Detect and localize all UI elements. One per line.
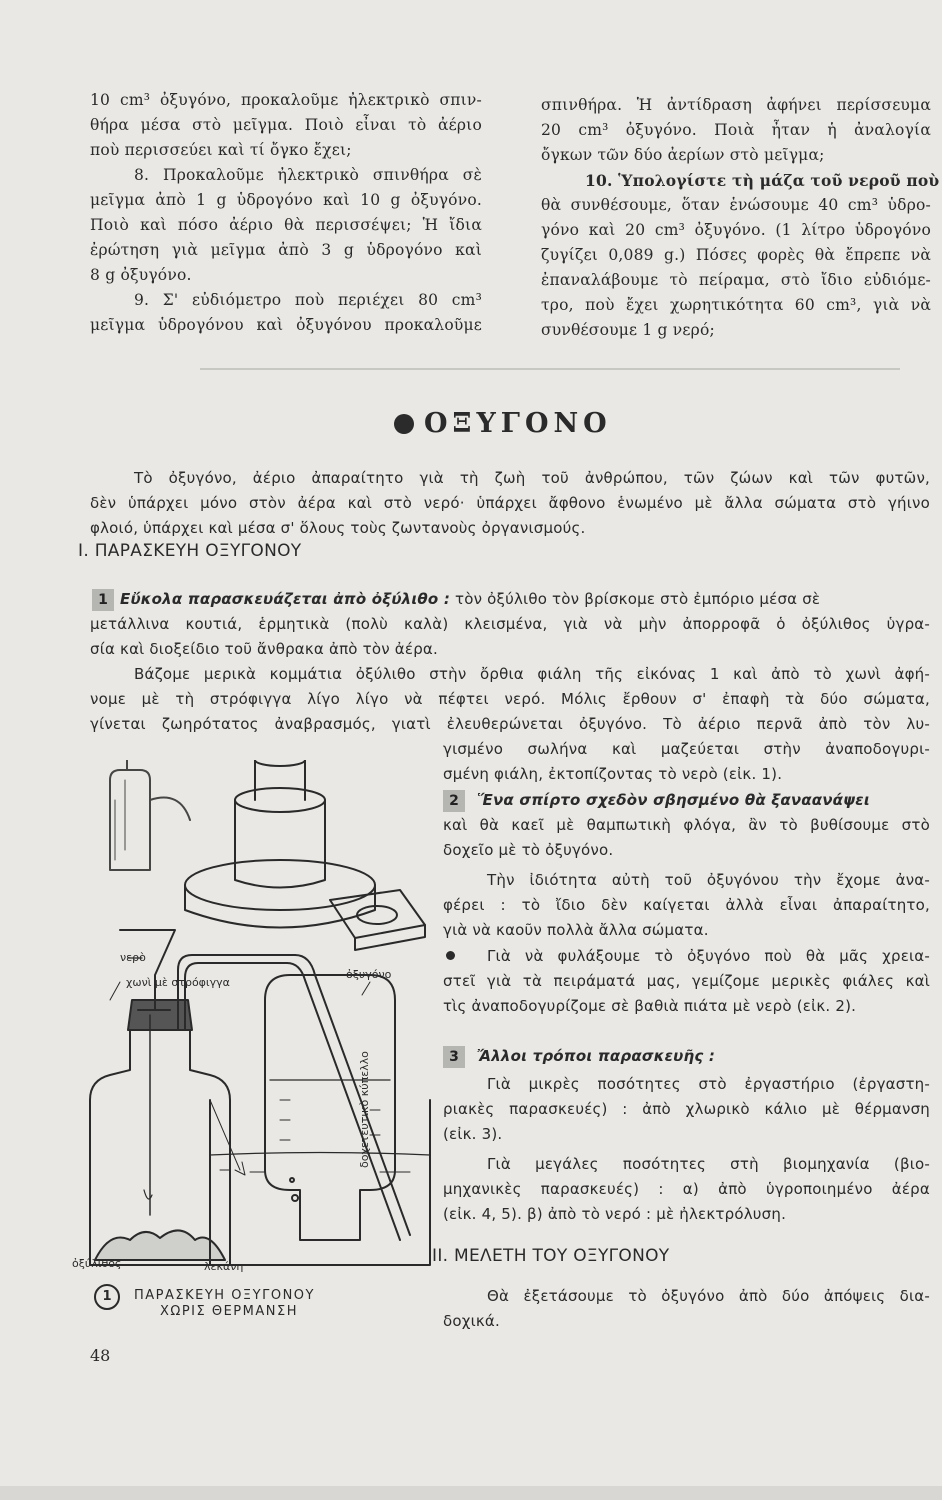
item-2-heading-text: Ἕνα σπίρτο σχεδὸν σβησμένο θὰ ξαναανάψει: [477, 791, 870, 809]
item-1-paragraph-2: [90, 662, 930, 737]
text-line: δοχεῖο μὲ τὸ ὀξυγόνο.: [443, 841, 614, 859]
sketch-bottle-with-funnel: [110, 760, 190, 870]
text-line: στεῖ γιὰ τὰ πειράματά μας, γεμίζομε μερικὲς φιάλες καὶ: [443, 972, 930, 990]
item-2-heading: [443, 788, 930, 813]
text-line: Τὸ ὀξυγόνο, ἀέριο ἀπαραίτητο γιὰ τὴ ζωὴ τοῦ ἀνθρώπου, τῶν ζώων καὶ τῶν φυτῶν,: [134, 469, 930, 487]
text-line: γισμένο σωλήνα καὶ μαζεύεται στὴν ἀναποδογυρι-: [443, 740, 930, 758]
text-line: ὄγκων τῶν δύο ἀερίων στὸ μεῖγμα;: [541, 146, 825, 164]
item-3-block: [443, 1044, 930, 1069]
text-line: (εἰκ. 3).: [443, 1125, 503, 1143]
page-title: ΟΞΥΓΟΝΟ: [424, 408, 612, 439]
text-line: ποὺ περισσεύει καὶ τί ὄγκο ἔχει;: [90, 141, 352, 159]
text-line: Ποιὸ καὶ πόσο ἀέριο θὰ περισσέψει; Ἡ ἴδια: [90, 216, 482, 234]
text-line: γιὰ νὰ καοῦν πολλὰ ἄλλα σώματα.: [443, 921, 709, 939]
text-line: μετάλλινα κουτιά, ἑρμητικὰ (πολὺ καλὰ) κλεισμένα, γιὰ νὰ μὴν ἀπορροφᾶ ὁ ὀξύλιθος ὑγρα-: [90, 615, 930, 633]
section-2-paragraph: [443, 1284, 930, 1334]
text-line: 8 g ὀξυγόνο.: [90, 266, 192, 284]
item-1-paragraph-2-cont: [443, 737, 930, 787]
text-line: θὰ συνθέσουμε, ὅταν ἑνώσουμε 40 cm³ ὑδρο-: [541, 196, 931, 214]
text-span: τὸν ὀξύλιθο τὸν βρίσκομε στὸ ἐμπόριο μέσα σὲ: [454, 590, 821, 608]
text-line: 10 cm³ ὀξυγόνο, προκαλοῦμε ἠλεκτρικὸ σπιν-: [90, 91, 482, 109]
page-number: 48: [90, 1346, 111, 1365]
figure-label-basin: λεκάνη: [204, 1260, 244, 1273]
figure-number-circle: [94, 1284, 120, 1310]
figure-caption-line-2: ΧΩΡΙΣ ΘΕΡΜΑΝΣΗ: [160, 1304, 298, 1319]
exercises-left-column: [90, 88, 482, 338]
text-line: σπινθήρα. Ἡ ἀντίδραση ἀφήνει περίσσευμα: [541, 96, 931, 114]
text-line: Τὴν ἰδιότητα αὐτὴ τοῦ ὀξυγόνου τὴν ἔχομε ἀνα-: [487, 871, 930, 889]
text-line: μηχανικὲς παρασκευές) : α) ἀπὸ ὑγροποιημένο ἀέρα: [443, 1180, 930, 1198]
figure-label-collector: δοχετευτικὸ κύπελλο: [358, 1051, 371, 1168]
text-line: τὶς ἀναποδογυρίζομε σὲ βαθιὰ πιάτα μὲ νερὸ (εἰκ. 2).: [443, 997, 857, 1015]
section-heading-preparation: I. ΠΑΡΑΣΚΕΥΗ ΟΞΥΓΟΝΟΥ: [78, 541, 302, 561]
figure-1-illustration: [80, 760, 440, 1270]
exercise-8: 8. Προκαλοῦμε ἠλεκτρικὸ σπινθήρα σὲ: [134, 166, 482, 184]
page-bottom-edge: [0, 1486, 942, 1500]
text-line: τρο, ποὺ ἔχει χωρητικότητα 60 cm³, γιὰ νὰ: [541, 296, 931, 314]
item-1-heading: Εὔκολα παρασκευάζεται ἀπὸ ὀξύλιθο :: [120, 590, 451, 608]
text-line: μεῖγμα ὑδρογόνου καὶ ὀξυγόνου προκαλοῦμε: [90, 316, 482, 334]
item-3-heading: [443, 1044, 930, 1069]
text-line: θήρα μέσα στὸ μεῖγμα. Ποιὸ εἶναι τὸ ἀέριο: [90, 116, 482, 134]
text-line: γίνεται ζωηρότατος ἀναβρασμός, γιατὶ ἐλευθερώνεται ὀξυγόνο. Τὸ ἀέριο περνᾶ ἀπὸ τὸν λυ-: [90, 715, 930, 733]
text-line: Γιὰ νὰ φυλάξουμε τὸ ὀξυγόνο ποὺ θὰ μᾶς χρεια-: [487, 947, 930, 965]
item-badge-3: 3: [443, 1046, 465, 1068]
section-heading-study: II. ΜΕΛΕΤΗ ΤΟΥ ΟΞΥΓΟΝΟΥ: [432, 1246, 670, 1266]
text-line: Γιὰ μικρὲς ποσότητες στὸ ἐργαστήριο (ἐργαστη-: [487, 1075, 930, 1093]
text-line: ζυγίζει 0,089 g.) Πόσες φορὲς θὰ ἔπρεπε νὰ: [541, 246, 931, 264]
text-line: ἐρώτηση γιὰ μεῖγμα ἀπὸ 3 g ὑδρογόνο καὶ: [90, 241, 482, 259]
text-line: Βάζομε μερικὰ κομμάτια ὀξύλιθο στὴν ὄρθια φιάλη τῆς εἰκόνας 1 καὶ ἀπὸ τὸ χωνὶ ἀφή-: [134, 665, 930, 683]
figure-label-water: νερὸ: [120, 951, 146, 964]
item-2-block: [443, 788, 930, 863]
figure-label-funnel: χωνὶ μὲ στρόφιγγα: [126, 976, 230, 989]
text-line: σία καὶ διοξείδιο τοῦ ἄνθρακα ἀπὸ τὸν ἀέρα.: [90, 640, 438, 658]
bleed-through-text: [200, 368, 900, 370]
figure-number: 1: [102, 1289, 112, 1304]
text-line: Γιὰ μεγάλες ποσότητες στὴ βιομηχανία (βιο-: [487, 1155, 930, 1173]
text-line: φλοιό, ὑπάρχει καὶ μέσα σ' ὅλους τοὺς ζωντανοὺς ὀργανισμούς.: [90, 519, 586, 537]
title-bullet-icon: [394, 414, 414, 434]
sketch-dish: [330, 890, 425, 950]
item-3-heading-text: Ἄλλοι τρόποι παρασκευῆς :: [477, 1047, 716, 1065]
text-line: νομε μὲ τὴ στρόφιγγα λίγο λίγο νὰ πέφτει νερό. Μόλις ἔρθουν σ' ἐπαφὴ τὰ δύο σώματα,: [90, 690, 930, 708]
exercise-9: 9. Σ' εὐδιόμετρο ποὺ περιέχει 80 cm³: [134, 291, 482, 309]
sketch-trough-and-jar: [185, 760, 375, 928]
text-line: συνθέσουμε 1 g νερό;: [541, 321, 715, 339]
item-3-paragraph-2: [443, 1152, 930, 1227]
text-line: (εἰκ. 4, 5). β) ἀπὸ τὸ νερό : μὲ ἠλεκτρόλυση.: [443, 1205, 787, 1223]
item-1-block: [90, 587, 930, 662]
text-line: ριακὲς παρασκευές) : ἀπὸ χλωρικὸ κάλιο μὲ θέρμανση: [443, 1100, 930, 1118]
text-line: καὶ θὰ καεῖ μὲ θαμπωτικὴ φλόγα, ἂν τὸ βυθίσουμε στὸ: [443, 816, 930, 834]
text-line: μεῖγμα ἀπὸ 1 g ὑδρογόνο καὶ 10 g ὀξυγόνο.: [90, 191, 482, 209]
text-line: γόνο καὶ 20 cm³ ὀξυγόνο. (1 λίτρο ὑδρογόνο: [541, 221, 931, 239]
exercises-right-column: [541, 93, 940, 343]
text-line: δοχικά.: [443, 1312, 500, 1330]
exercise-10: 10. Ὑπολογίστε τὴ μάζα τοῦ νεροῦ ποὺ: [585, 171, 940, 190]
figure-caption-line-1: ΠΑΡΑΣΚΕΥΗ ΟΞΥΓΟΝΟΥ: [134, 1288, 315, 1303]
intro-paragraph: [90, 466, 930, 541]
figure-label-oxylith: ὀξύλιθος: [72, 1257, 122, 1270]
text-line: φέρει : τὸ ἴδιο δὲν καίγεται ἀλλὰ εἶναι ἀπαραίτητο,: [443, 896, 930, 914]
text-line: 20 cm³ ὀξυγόνο. Ποιὰ ἦταν ἡ ἀναλογία: [541, 121, 931, 139]
item-2-paragraph-2: [443, 868, 930, 943]
item-3-paragraph-1: [443, 1072, 930, 1147]
item-badge-1: 1: [92, 589, 114, 611]
item-2-paragraph-3: [443, 944, 930, 1019]
item-1-first-line: [90, 587, 930, 612]
text-line: σμένη φιάλη, ἐκτοπίζοντας τὸ νερὸ (εἰκ. 1).: [443, 765, 783, 783]
text-line: ἐπαναλάβουμε τὸ πείραμα, στὸ ἴδιο εὐδιόμε-: [541, 271, 931, 289]
text-line: δὲν ὑπάρχει μόνο στὸν ἀέρα καὶ στὸ νερό· ὑπάρχει ἄφθονο ἑνωμένο μὲ ἄλλα σώματα στὸ γήινο: [90, 494, 930, 512]
figure-label-oxygen: ὀξυγόνο: [346, 968, 392, 981]
text-line: Θὰ ἐξετάσουμε τὸ ὀξυγόνο ἀπὸ δύο ἀπόψεις δια-: [487, 1287, 930, 1305]
item-badge-2: 2: [443, 790, 465, 812]
